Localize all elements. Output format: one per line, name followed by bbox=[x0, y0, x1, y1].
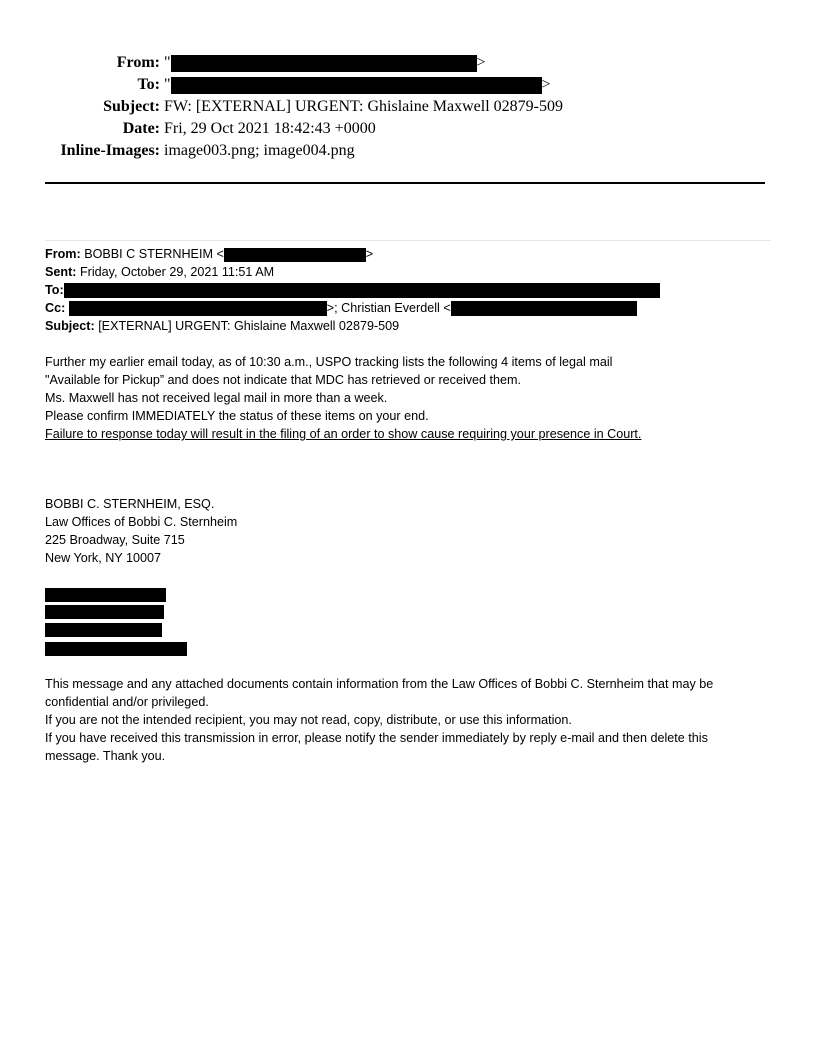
outer-subject-label: Subject: bbox=[103, 98, 160, 115]
outer-from-label: From: bbox=[116, 54, 160, 71]
outer-subject-value: FW: [EXTERNAL] URGENT: Ghislaine Maxwell 02879-509 bbox=[164, 98, 563, 115]
outer-images-value: image003.png; image004.png bbox=[164, 142, 355, 159]
redaction-bar bbox=[224, 248, 366, 262]
disclaimer-paragraph: If you have received this transmission in error, please notify the sender immediately by reply e-mail and then delete this message. Thank you. bbox=[45, 731, 708, 763]
inner-cc-label: Cc: bbox=[45, 301, 66, 315]
inner-sent-row bbox=[45, 263, 274, 281]
message-line: Further my earlier email today, as of 10:30 a.m., USPO tracking lists the following 4 items of legal mail bbox=[45, 355, 613, 369]
inner-from-value: BOBBI C STERNHEIM < bbox=[84, 247, 224, 261]
redaction-bar bbox=[171, 77, 542, 94]
forward-divider bbox=[45, 240, 771, 241]
signature-city: New York, NY 10007 bbox=[45, 551, 161, 565]
inner-subject-label: Subject: bbox=[45, 319, 95, 333]
redaction-bar bbox=[451, 301, 637, 316]
outer-images-row bbox=[0, 140, 816, 162]
inner-subject-row bbox=[45, 317, 399, 335]
message-line: Ms. Maxwell has not received legal mail in more than a week. bbox=[45, 391, 388, 405]
outer-from-row bbox=[0, 52, 816, 74]
outer-date-value: Fri, 29 Oct 2021 18:42:43 +0000 bbox=[164, 120, 376, 137]
message-warning-line: Failure to response today will result in the filing of an order to show cause requiring your presence in Court. bbox=[45, 427, 642, 441]
inner-from-label: From: bbox=[45, 247, 81, 261]
inner-cc-row bbox=[45, 299, 637, 317]
outer-to-row bbox=[0, 74, 816, 96]
outer-date-row bbox=[0, 118, 816, 140]
outer-subject-row bbox=[0, 96, 816, 118]
inner-sent-value: Friday, October 29, 2021 11:51 AM bbox=[79, 265, 275, 279]
outer-to-value: " > bbox=[164, 76, 551, 93]
outer-images-label: Inline-Images: bbox=[60, 142, 160, 159]
inner-subject-value: [EXTERNAL] URGENT: Ghislaine Maxwell 02879-509 bbox=[98, 319, 400, 333]
redaction-bar bbox=[45, 623, 162, 637]
redaction-bar bbox=[64, 283, 660, 298]
inner-sent-label: Sent: bbox=[45, 265, 77, 279]
inner-from-row: From: BOBBI C STERNHEIM < > bbox=[45, 247, 374, 261]
inner-cc-value: >; Christian Everdell < bbox=[326, 301, 451, 315]
message-line: "Available for Pickup” and does not indicate that MDC has retrieved or received them. bbox=[45, 373, 522, 387]
redaction-bar bbox=[45, 642, 187, 656]
redaction-bar bbox=[69, 301, 327, 316]
redaction-bar bbox=[171, 55, 477, 72]
disclaimer-paragraph: If you are not the intended recipient, you may not read, copy, distribute, or use this information. bbox=[45, 713, 572, 727]
message-line: Please confirm IMMEDIATELY the status of these items on your end. bbox=[45, 409, 429, 423]
header-divider bbox=[45, 182, 765, 184]
signature-street: 225 Broadway, Suite 715 bbox=[45, 533, 185, 547]
outer-date-label: Date: bbox=[122, 120, 160, 137]
outer-from-value: " > bbox=[164, 54, 486, 71]
redaction-bar bbox=[45, 588, 166, 602]
signature-name: BOBBI C. STERNHEIM, ESQ. bbox=[45, 497, 215, 511]
inner-to-label: To: bbox=[45, 283, 64, 297]
signature-firm: Law Offices of Bobbi C. Sternheim bbox=[45, 515, 238, 529]
outer-to-label: To: bbox=[137, 76, 160, 93]
inner-to-row bbox=[45, 281, 660, 299]
disclaimer-paragraph: This message and any attached documents contain information from the Law Offices of Bobbi C. Sternheim that may be confidential and/or privileged. bbox=[45, 677, 714, 709]
redaction-bar bbox=[45, 605, 164, 619]
